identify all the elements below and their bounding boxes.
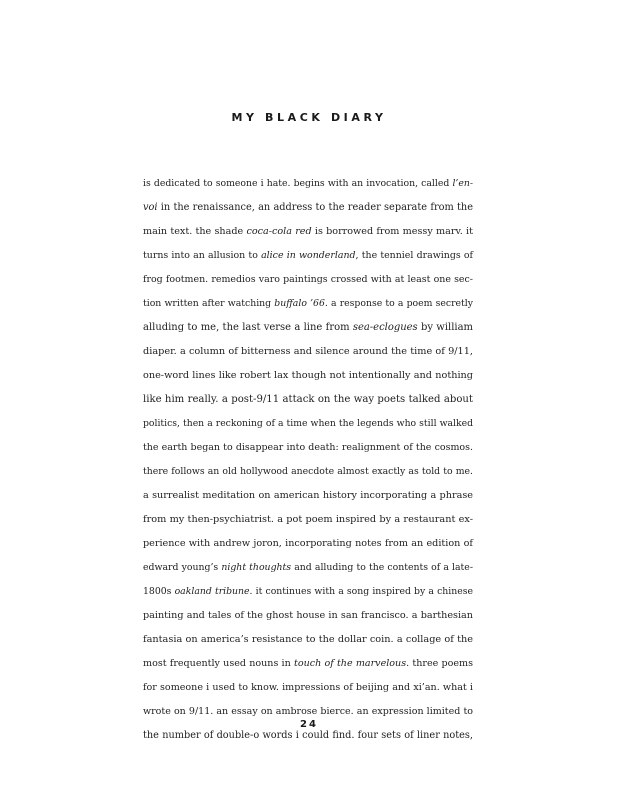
text-line (143, 580, 473, 604)
text-segment: the earth began to disappear into death: realignment of the cosmos. (143, 442, 473, 453)
text-line (143, 244, 473, 268)
text-line (143, 436, 473, 460)
italic-title: night thoughts (221, 562, 292, 573)
text-line (143, 412, 473, 436)
italic-title: coca-cola red (246, 226, 312, 237)
italic-title: oakland tribune (174, 586, 250, 597)
text-segment: painting and tales of the ghost house in san francisco. a barthesian (143, 610, 473, 621)
text-line (143, 316, 473, 340)
text-segment: the number of double-o words i could find. four sets of liner notes, (143, 730, 473, 741)
text-segment: like him really. a post-9/11 attack on the way poets talked about (143, 394, 473, 405)
text-line (143, 340, 473, 364)
text-segment: one-word lines like robert lax though not intentionally and nothing (143, 370, 473, 381)
text-segment: , the tenniel drawings of (355, 250, 474, 261)
text-segment: turns into an allusion to (143, 250, 262, 261)
text-line (143, 604, 473, 628)
italic-title: sea-eclogues (352, 322, 418, 333)
text-segment: . three poems (406, 658, 473, 669)
text-segment: for someone i used to know. impressions of beijing and xi’an. what i (143, 682, 473, 693)
text-segment: from my then-psychiatrist. a pot poem inspired by a restaurant ex- (143, 514, 473, 525)
text-line (143, 172, 473, 196)
italic-title: alice in wonderland (261, 250, 356, 261)
page-number: 24 (300, 719, 318, 730)
text-segment: most frequently used nouns in (143, 658, 294, 669)
text-line (143, 628, 473, 652)
text-segment: there follows an old hollywood anecdote almost exactly as told to me. (143, 466, 473, 477)
text-segment: edward young’s (143, 562, 222, 573)
text-line (143, 388, 473, 412)
text-line (143, 508, 473, 532)
text-segment: a surrealist meditation on american history incorporating a phrase (143, 490, 473, 501)
text-line (143, 268, 473, 292)
text-segment: diaper. a column of bitterness and silence around the time of 9/11, (143, 346, 473, 357)
text-segment: . it continues with a song inspired by a chinese (249, 586, 474, 597)
text-segment: is borrowed from messy marv. it (311, 226, 473, 237)
text-line (143, 484, 473, 508)
text-line (143, 220, 473, 244)
text-segment: . a response to a poem secretly (324, 298, 473, 309)
text-line (143, 676, 473, 700)
text-line (143, 652, 473, 676)
text-segment: wrote on 9/11. an essay on ambrose bierce. an expression limited to (143, 706, 473, 717)
text-segment: frog footmen. remedios varo paintings crossed with at least one sec- (143, 274, 473, 285)
text-line (143, 292, 473, 316)
text-line (143, 532, 473, 556)
text-segment: by william (417, 322, 473, 333)
italic-title: l’en- (452, 178, 473, 189)
text-segment: in the renaissance, an address to the reader separate from the (157, 202, 473, 213)
text-segment: and alluding to the contents of a late- (291, 562, 473, 573)
text-segment: 1800s (143, 586, 175, 597)
italic-title: voi (143, 202, 158, 213)
text-segment: alluding to me, the last verse a line from (143, 322, 353, 333)
text-segment: tion written after watching (143, 298, 275, 309)
text-line (143, 196, 473, 220)
text-segment: main text. the shade (143, 226, 247, 237)
text-line (143, 556, 473, 580)
text-line (143, 364, 473, 388)
italic-title: buffalo ’66 (274, 298, 325, 309)
body-paragraph (143, 172, 473, 748)
text-segment: fantasia on america’s resistance to the dollar coin. a collage of the (143, 634, 473, 645)
text-line (143, 460, 473, 484)
text-segment: is dedicated to someone i hate. begins with an invocation, called (143, 178, 453, 189)
text-segment: politics, then a reckoning of a time when the legends who still walked (143, 418, 473, 429)
text-segment: perience with andrew joron, incorporating notes from an edition of (143, 538, 473, 549)
italic-title: touch of the marvelous (293, 658, 407, 669)
chapter-title: MY BLACK DIARY (231, 111, 387, 124)
